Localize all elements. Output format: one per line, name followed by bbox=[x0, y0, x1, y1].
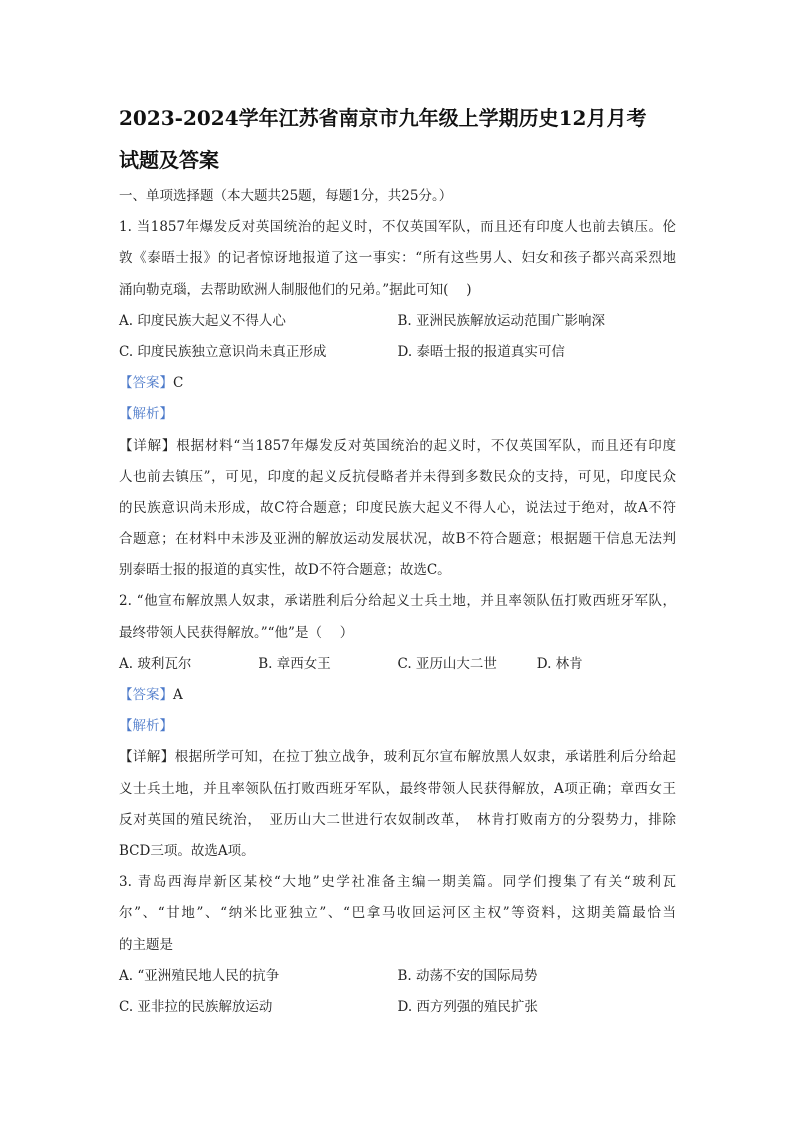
detail-tag: 【详解】 bbox=[119, 749, 175, 766]
document-title-line-2: 试题及答案 bbox=[119, 148, 219, 172]
option-c: C. 印度民族独立意识尚未真正形成 bbox=[119, 343, 327, 360]
question-2-detail: 义士兵土地，并且率领队伍打败西班牙军队，最终带领人民获得解放，A项正确；章西女王 bbox=[119, 780, 676, 797]
question-2-detail: 反对英国的殖民统治， 亚历山大二世进行农奴制改革， 林肯打败南方的分裂势力，排除 bbox=[119, 811, 676, 828]
answer-tag: 【答案】 bbox=[119, 375, 173, 392]
option-b: B. 章西女王 bbox=[258, 655, 331, 672]
question-1-detail: 的民族意识尚未形成，故C符合题意；印度民族大起义不得人心，说法过于绝对，故A不符 bbox=[119, 499, 676, 516]
option-d: D. 泰晤士报的报道真实可信 bbox=[397, 343, 565, 360]
analysis-tag: 【解析】 bbox=[119, 406, 173, 423]
answer-tag: 【答案】 bbox=[119, 687, 173, 703]
document-page bbox=[119, 97, 676, 1023]
question-2-detail: BCD三项。故选A项。 bbox=[119, 842, 255, 859]
question-2-analysis bbox=[119, 711, 676, 742]
question-3-options bbox=[119, 961, 676, 992]
section-heading: 一、单项选择题（本大题共25题，每题1分，共25分。） bbox=[119, 188, 453, 204]
question-2-stem: 2. “他宣布解放黑人奴隶，承诺胜利后分给起义士兵土地，并且率领队伍打败西班牙军队， bbox=[119, 593, 676, 610]
question-1-analysis bbox=[119, 399, 676, 430]
option-a: A. 玻利瓦尔 bbox=[119, 655, 192, 672]
document-title-line-1: 2023-2024学年江苏省南京市九年级上学期历史12月月考 bbox=[119, 106, 647, 130]
analysis-tag: 【解析】 bbox=[119, 718, 173, 735]
question-2-options bbox=[119, 649, 676, 680]
answer-value: C bbox=[173, 375, 184, 392]
answer-value: A bbox=[173, 687, 183, 703]
question-2-answer bbox=[119, 680, 676, 711]
detail-text: 根据所学可知，在拉丁独立战争，玻利瓦尔宣布解放黑人奴隶，承诺胜利后分给起 bbox=[174, 749, 676, 766]
question-1-stem: 涌向勒克瑙，去帮助欧洲人制服他们的兄弟。”据此可知( ) bbox=[119, 281, 472, 298]
option-c: C. 亚非拉的民族解放运动 bbox=[119, 998, 273, 1015]
question-1-detail bbox=[119, 431, 676, 462]
question-1-detail: 别泰晤士报的报道的真实性，故D不符合题意；故选C。 bbox=[119, 562, 451, 579]
question-1-detail: 合题意；在材料中未涉及亚洲的解放运动发展状况，故B不符合题意；根据题干信息无法判 bbox=[119, 531, 676, 548]
detail-text: 根据材料“当1857年爆发反对英国统治的起义时，不仅英国军队，而且还有印度 bbox=[176, 437, 676, 454]
question-1-options bbox=[119, 337, 676, 368]
option-c: C. 亚历山大二世 bbox=[397, 655, 497, 672]
question-3-stem: 3. 青岛西海岸新区某校“大地”史学社准备主编一期美篇。同学们搜集了有关“玻利瓦 bbox=[119, 874, 676, 891]
question-1-answer bbox=[119, 368, 676, 399]
question-1-stem: 敦《泰晤士报》的记者惊讶地报道了这一事实：“所有这些男人、妇女和孩子都兴高采烈地 bbox=[119, 250, 676, 267]
option-a: A. 印度民族大起义不得人心 bbox=[119, 312, 286, 329]
option-d: D. 西方列强的殖民扩张 bbox=[397, 998, 538, 1015]
option-a: A. “亚洲殖民地人民的抗争 bbox=[119, 967, 280, 984]
question-2-detail bbox=[119, 742, 676, 773]
question-1-detail: 人也前去镇压”，可见，印度的起义反抗侵略者并未得到多数民众的支持，可见，印度民众 bbox=[119, 468, 676, 485]
option-d: D. 林肯 bbox=[536, 655, 583, 672]
question-3-stem: 的主题是 bbox=[119, 936, 173, 953]
question-3-stem: 尔”、“甘地”、“纳米比亚独立”、“巴拿马收回运河区主权”等资料，这期美篇最恰当 bbox=[119, 905, 676, 922]
question-3-options bbox=[119, 992, 676, 1023]
option-b: B. 动荡不安的国际局势 bbox=[397, 967, 538, 984]
detail-tag: 【详解】 bbox=[119, 437, 177, 454]
question-1-stem: 1. 当1857年爆发反对英国统治的起义时，不仅英国军队，而且还有印度人也前去镇压。伦 bbox=[119, 219, 676, 236]
option-b: B. 亚洲民族解放运动范围广影响深 bbox=[397, 312, 606, 329]
question-2-stem: 最终带领人民获得解放。”“他”是（ ） bbox=[119, 624, 354, 641]
question-1-options bbox=[119, 306, 676, 337]
